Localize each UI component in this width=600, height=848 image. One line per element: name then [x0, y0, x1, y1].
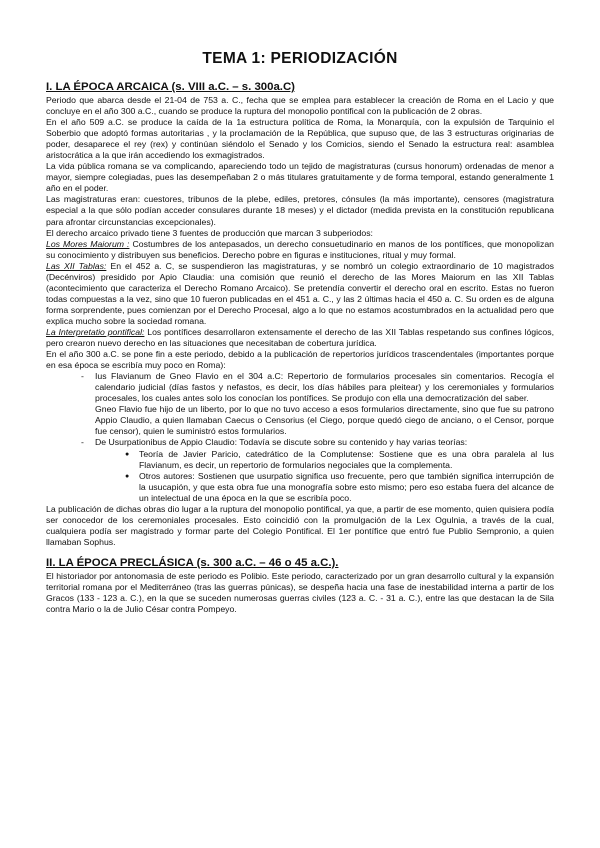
- paragraph: El derecho arcaico privado tiene 3 fuentes de producción que marcan 3 subperiodos:: [46, 227, 373, 238]
- theories-list: [95, 449, 554, 504]
- subperiod-label: La Interpretatio pontifical:: [46, 326, 145, 337]
- paragraph: En el año 300 a.C. se pone fin a este periodo, debido a la publicación de repertorios jurídicos trascendentales (importantes porque en esa época se escribía muy poco en Roma):: [46, 349, 554, 371]
- subperiod-text: Costumbres de los antepasados, un derecho consuetudinario en manos de los pontífices, que monopolizan su conocimiento y distribuyen sus beneficios. Derecho pobre en figuras e instituciones, ritual y muy formal.: [46, 238, 554, 260]
- paragraph: La publicación de dichas obras dio lugar a la ruptura del monopolio pontifical, ya que, a partir de ese momento, quien quisiera podía ser conocedor de los ceremoniales procesales. Esto coincidió con la promulgación de la Lex Ogulnia, a través de la cual, cualquiera podía ser magistrado y formar parte del Colegio Pontifical. El 1er pontífice que entró fue Publio Sempronio, a quien llamaban Sophus.: [46, 503, 554, 547]
- subperiod-text: En el 452 a. C, se suspendieron las magistraturas, y se nombró un colegio extraordinario de 10 magistrados (Decénviros) presidido por Apio Claudia: una comisión que reunió el derecho de las Mores Maiorum en las XII Tablas (acontecimiento que caracteriza el Derecho Romano Arcaico). Se pretendía convertir el derecho oral en escrito. Estas no fueron todas compuestas a la vez, sino que 10 fueron publicadas en el 451 a. C., y las 2 últimas hacia el 450 a. C. Su orden es de alguna forma sorprendente, pues comienzan por el Derecho Procesal, algo a lo que no estamos acostumbrados en la actualidad pero que explica mucho sobre la sociedad romana.: [46, 260, 554, 326]
- subperiod-label: Las XII Tablas:: [46, 260, 107, 271]
- list-item: [95, 371, 554, 437]
- subperiod-label: Los Mores Maiorum :: [46, 238, 130, 249]
- subperiod-interpretatio: [46, 327, 554, 349]
- list-item: ● Otros autores: Sostienen que usurpatio significa uso frecuente, pero que también significa interrupción de la usucapión, y que esta obra fue una monografía sobre esto mismo; pero eso estaba fuera del alcance de un intelectual de una época en la que se escribía poco.: [139, 471, 554, 504]
- works-list: [46, 371, 554, 504]
- list-item: ● Teoría de Javier Paricio, catedrático de la Complutense: Sostiene que es una obra paralela al Ius Flavianum, es decir, un repertorio de formularios negociales que la complementa.: [139, 449, 554, 471]
- list-item-text: Gneo Flavio fue hijo de un liberto, por lo que no tuvo acceso a esos formularios directamente, sino que fue su patrono Appio Claudio, a quien llamaban Caecus o Censorius (el Ciego, porque quedó ciego de anciano, o el Censor, porque fue censor), quien le suministró estos formularios.: [95, 404, 554, 437]
- paragraph: En el año 509 a.C. se produce la caída de la 1a estructura política de Roma, la Monarquía, con la expulsión de Tarquinio el Soberbio que adoptó formas autoritarias , y la proclamación de la República, que supuso que, de las 3 estructuras originarias de poder, desaparece el rey (rex) y continúan siéndolo el Senado y los Comicios, siendo el Senado la estructura real: asamblea aristocrática a la que irán accediendo los exmagistrados.: [46, 117, 554, 161]
- subperiod-mores: [46, 239, 554, 261]
- list-item-text: - Ius Flavianum de Gneo Flavio en el 304 a.C: Repertorio de formularios procesales sin comentarios. Recogía el calendario judicial (días fastos y nefastos, es decir, los días hábiles para pleitear) y los ceremoniales y formularios procesales, los cuales antes solo los conocían los pontífices. Se produjo con ella una democratización del saber.: [95, 371, 554, 404]
- list-item-text: - De Usurpationibus de Appio Claudio: Todavía se discute sobre su contenido y hay varias teorías:: [95, 437, 468, 448]
- paragraph: Las magistraturas eran: cuestores, tribunos de la plebe, ediles, pretores, cónsules (la más importante), censores (magistratura especial a la que sólo podían acceder consulares durante 18 meses) y el dictador (medida prevista en la constitución republicana para afrontar circunstancias excepcionales).: [46, 194, 554, 227]
- document-title: TEMA 1: PERIODIZACIÓN: [202, 50, 398, 67]
- paragraph: Periodo que abarca desde el 21-04 de 753 a. C., fecha que se emplea para establecer la creación de Roma en el Lacio y que concluye en el año 300 a.C., cuando se produce la ruptura del monopolio pontifical con la publicación de 2 obras.: [46, 95, 554, 117]
- section-heading-arcaica: I. LA ÉPOCA ARCAICA (s. VIII a.C. – s. 300a.C): [46, 81, 295, 93]
- list-item: [95, 437, 554, 503]
- paragraph: El historiador por antonomasia de este periodo es Polibio. Este periodo, caracterizado por un gran desarrollo cultural y la expansión territorial romana por el Mediterráneo (tras las guerras púnicas), se despeña hacia una fase de inestabilidad interna a partir de los Gracos (133 - 123 a. C.), en la que se suceden numerosas guerras civiles (123 a. C. - 31 a. C.), entre las que destacan la de Sila contra Mario o la de Julio César contra Pompeyo.: [46, 570, 554, 615]
- section-heading-preclasica: II. LA ÉPOCA PRECLÁSICA (s. 300 a.C. – 46 o 45 a.C.).: [46, 556, 339, 569]
- subperiod-text: Los pontífices desarrollaron extensamente el derecho de las XII Tablas respetando sus confines lógicos, pero crearon nuevo derecho en las situaciones que necesitaban de cobertura jurídica.: [46, 326, 554, 349]
- subperiod-xii-tablas: [46, 261, 554, 327]
- paragraph: La vida pública romana se va complicando, apareciendo todo un tejido de magistraturas (cursus honorum) ordenadas de menor a mayor, siempre colegiadas, pues las desempeñaban 2 o más titulares gratuitamente y de forma temporal, estando generalmente 1 año en el poder.: [46, 161, 554, 194]
